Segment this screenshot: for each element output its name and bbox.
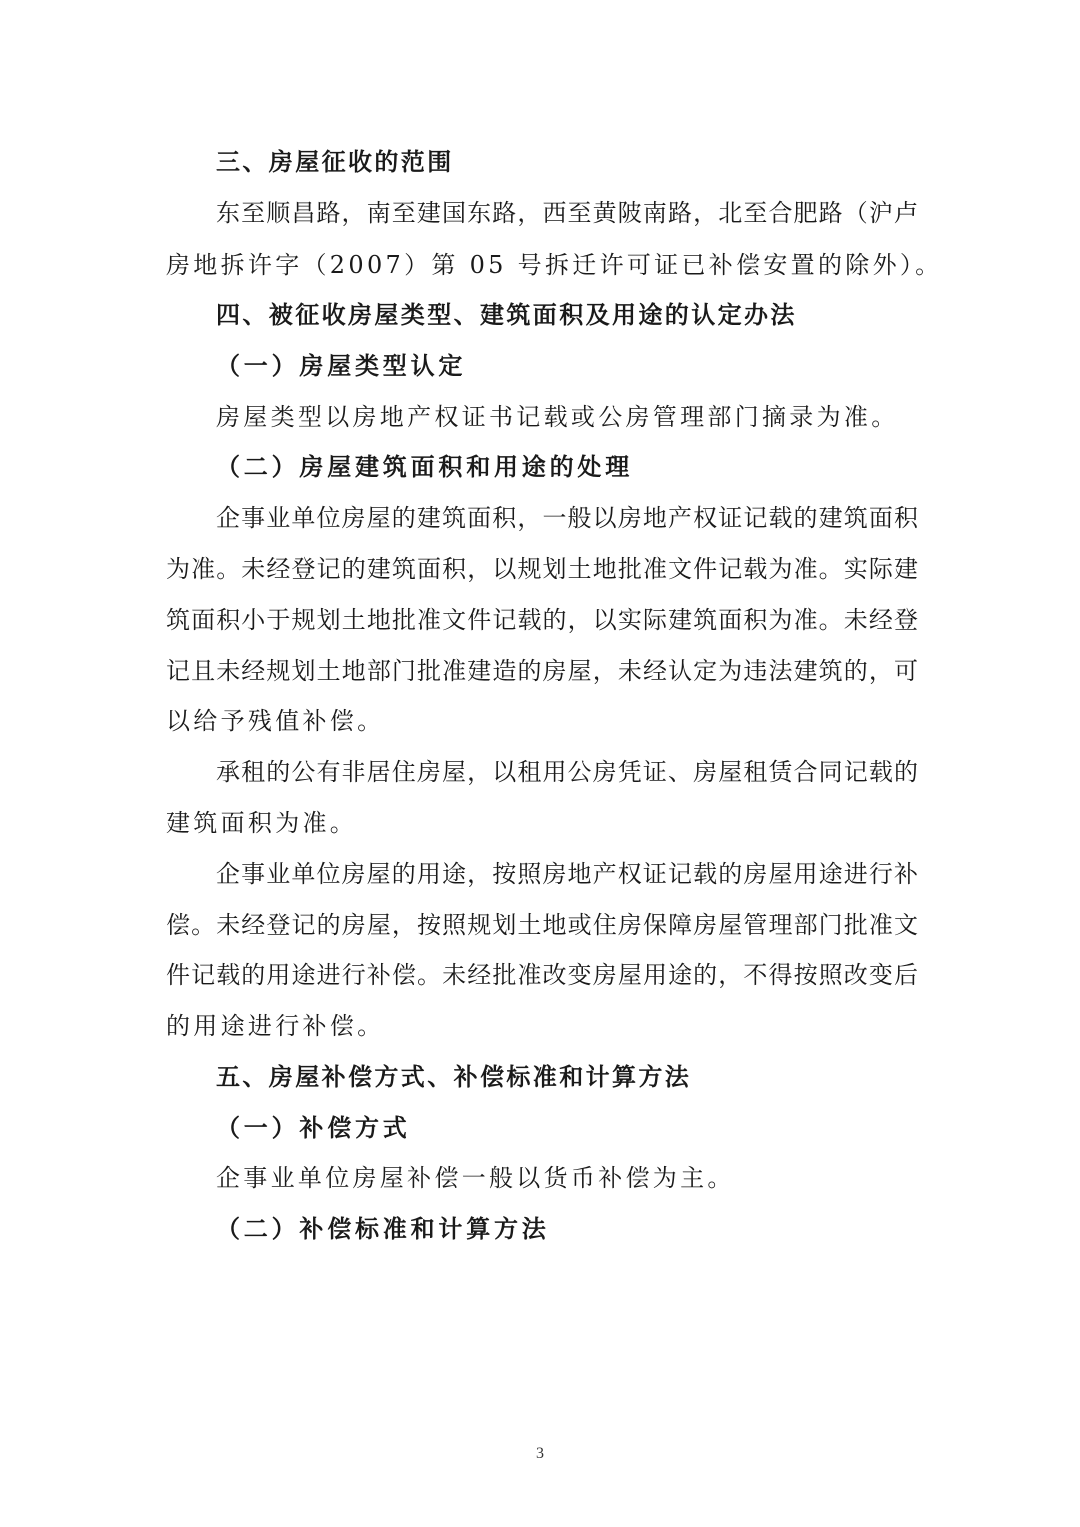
paragraph-line: 建筑面积为准。 <box>166 809 358 837</box>
page-number: 3 <box>536 1445 544 1462</box>
paragraph-line: 的用途进行补偿。 <box>166 1012 385 1040</box>
paragraph-line: 企事业单位房屋的建筑面积，一般以房地产权证记载的建筑面积 <box>216 504 918 532</box>
subsection-heading: （二）补偿标准和计算方法 <box>216 1215 550 1243</box>
paragraph-line: 房屋类型以房地产权证书记载或公房管理部门摘录为准。 <box>216 403 899 431</box>
paragraph-line: 企事业单位房屋的用途，按照房地产权证记载的房屋用途进行补 <box>216 860 918 888</box>
paragraph-line: 企事业单位房屋补偿一般以货币补偿为主。 <box>216 1164 735 1192</box>
subsection-heading: （一）房屋类型认定 <box>216 352 467 380</box>
paragraph-line: 承租的公有非居住房屋，以租用公房凭证、房屋租赁合同记载的 <box>216 758 918 786</box>
paragraph-line: 为准。未经登记的建筑面积，以规划土地批准文件记载为准。实际建 <box>166 555 918 583</box>
paragraph-line: 记且未经规划土地部门批准建造的房屋，未经认定为违法建筑的，可 <box>166 657 918 685</box>
section-heading: 五、房屋补偿方式、补偿标准和计算方法 <box>216 1063 692 1091</box>
paragraph-line: 房地拆许字（2007）第 05 号拆迁许可证已补偿安置的除外）。 <box>166 251 943 279</box>
paragraph-line: 以给予残值补偿。 <box>166 707 385 735</box>
section-heading: 四、被征收房屋类型、建筑面积及用途的认定办法 <box>216 301 797 329</box>
section-heading: 三、房屋征收的范围 <box>216 148 454 176</box>
paragraph-line: 东至顺昌路，南至建国东路，西至黄陂南路，北至合肥路（沪卢 <box>216 199 918 227</box>
paragraph-line: 偿。未经登记的房屋，按照规划土地或住房保障房屋管理部门批准文 <box>166 911 918 939</box>
paragraph-line: 件记载的用途进行补偿。未经批准改变房屋用途的，不得按照改变后 <box>166 961 918 989</box>
paragraph-line: 筑面积小于规划土地批准文件记载的，以实际建筑面积为准。未经登 <box>166 606 918 634</box>
subsection-heading: （一）补偿方式 <box>216 1114 411 1142</box>
subsection-heading: （二）房屋建筑面积和用途的处理 <box>216 453 633 481</box>
